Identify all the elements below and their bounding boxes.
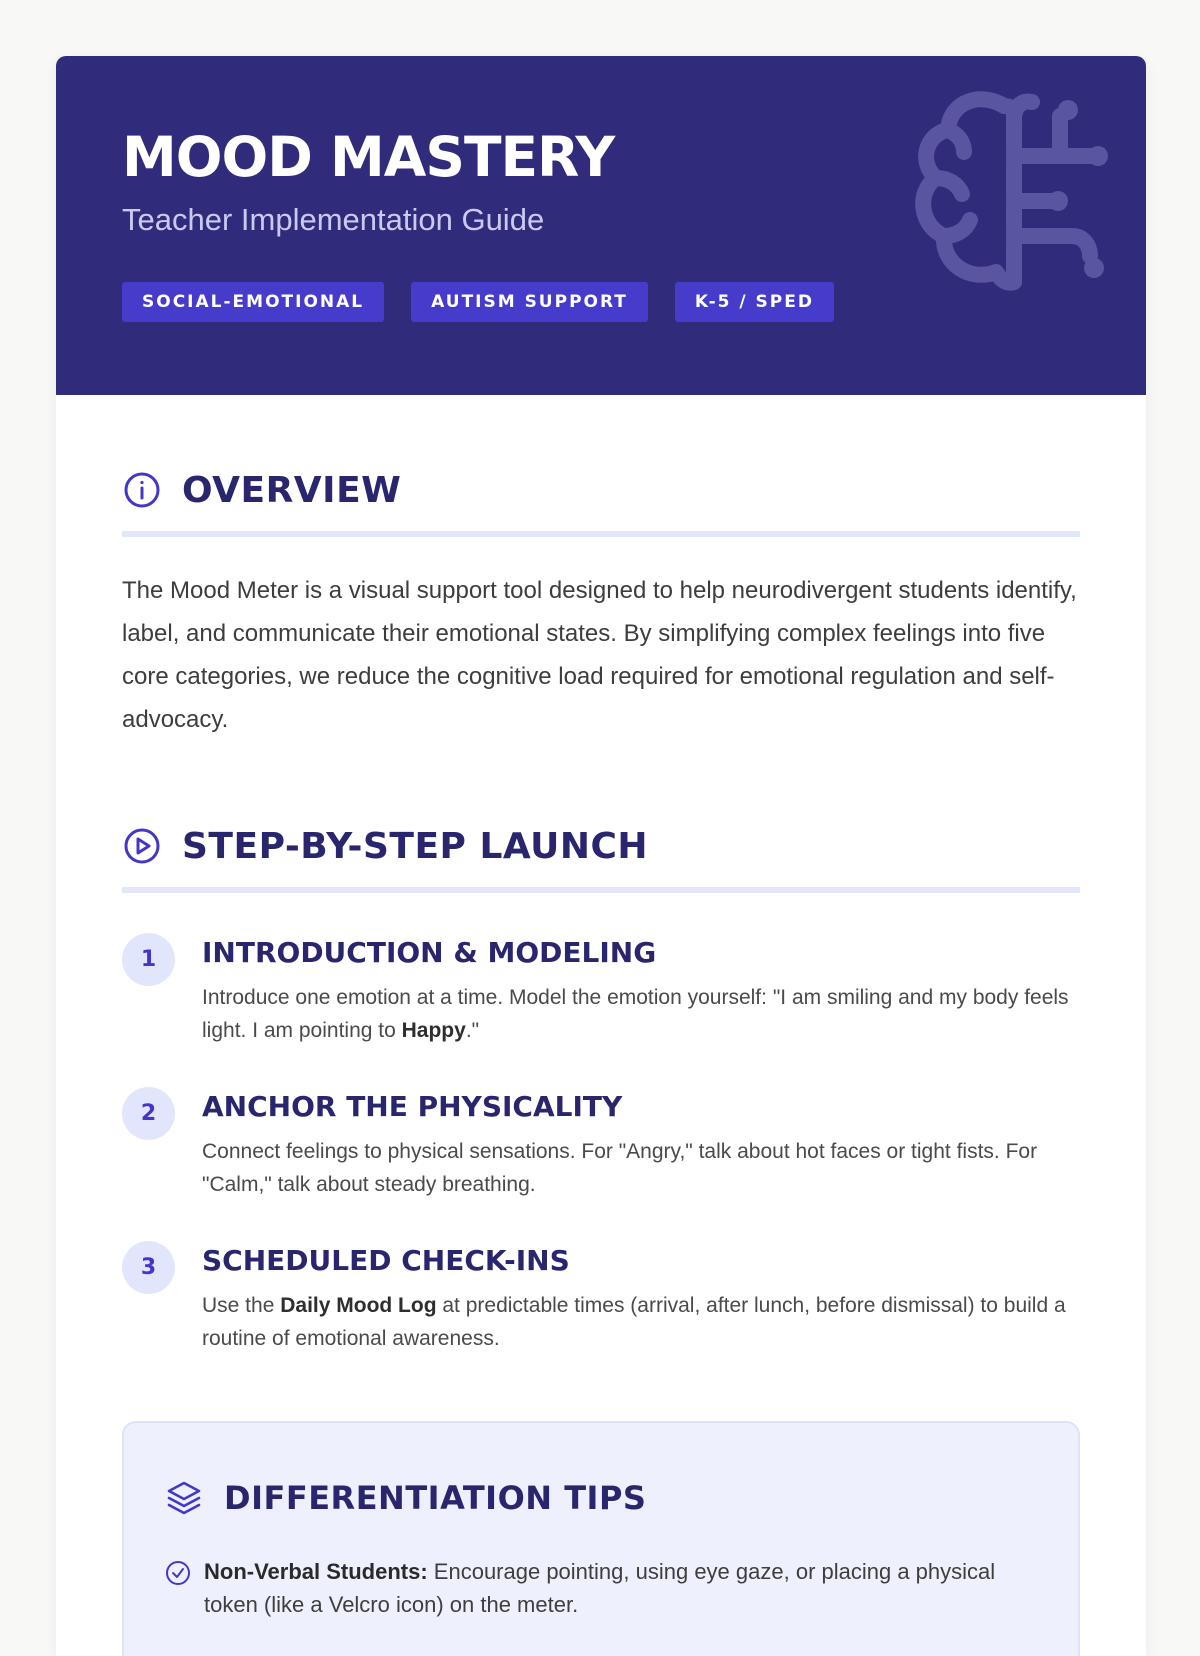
section-divider: [122, 531, 1080, 537]
hero-header: [56, 56, 1146, 395]
step-title: SCHEDULED CHECK-INS: [202, 1244, 570, 1277]
step-description: Use the Daily Mood Log at predictable times (arrival, after lunch, before dismissal) to build a routine of emotional awareness.: [202, 1294, 1066, 1350]
page-subtitle: Teacher Implementation Guide: [122, 202, 545, 237]
overview-title: OVERVIEW: [182, 469, 402, 511]
overview-text: The Mood Meter is a visual support tool designed to help neurodivergent students identify, label, and communicate their emotional states. By simplifying complex feelings into five core categories, we reduce the cognitive load required for emotional regulation and self-advocacy.: [122, 577, 1077, 733]
tag-social-emotional: SOCIAL-EMOTIONAL: [122, 282, 384, 322]
launch-section: [122, 811, 1080, 1355]
step-number-badge: 3: [122, 1241, 175, 1294]
step-title: ANCHOR THE PHYSICALITY: [202, 1090, 623, 1123]
launch-heading: [122, 811, 1080, 881]
guide-card: [56, 56, 1146, 1656]
guide-content: [56, 395, 1146, 1656]
play-circle-icon: [122, 826, 162, 866]
section-divider: [122, 887, 1080, 893]
tips-heading: [164, 1463, 1038, 1533]
step-number-badge: 1: [122, 933, 175, 986]
overview-section: [122, 455, 1080, 741]
step-number-badge: 2: [122, 1087, 175, 1140]
tips-title: DIFFERENTIATION TIPS: [224, 1479, 647, 1517]
page-title: MOOD MASTERY: [122, 125, 615, 189]
step-description: Connect feelings to physical sensations. For "Angry," talk about hot faces or tight fists. For "Calm," talk about steady breathing.: [202, 1140, 1038, 1196]
brain-circuit-icon: [912, 86, 1112, 296]
check-circle-icon: [164, 1559, 192, 1587]
step-item: [122, 1087, 1080, 1201]
step-item: [122, 933, 1080, 1047]
step-title: INTRODUCTION & MODELING: [202, 936, 657, 969]
launch-title: STEP-BY-STEP LAUNCH: [182, 825, 649, 867]
layers-icon: [164, 1478, 204, 1518]
tip-item: [164, 1555, 1038, 1621]
overview-heading: [122, 455, 1080, 525]
differentiation-tips-box: [122, 1421, 1080, 1656]
tag-autism-support: AUTISM SUPPORT: [411, 282, 648, 322]
step-description: Introduce one emotion at a time. Model the emotion yourself: "I am smiling and my body feels light. I am pointing to Happy.": [202, 986, 1069, 1042]
info-circle-icon: [122, 470, 162, 510]
tip-text: Non-Verbal Students: Encourage pointing, using eye gaze, or placing a physical token (like a Velcro icon) on the meter.: [204, 1559, 996, 1617]
step-item: [122, 1241, 1080, 1355]
tag-grade-level: K-5 / SPED: [675, 282, 834, 322]
